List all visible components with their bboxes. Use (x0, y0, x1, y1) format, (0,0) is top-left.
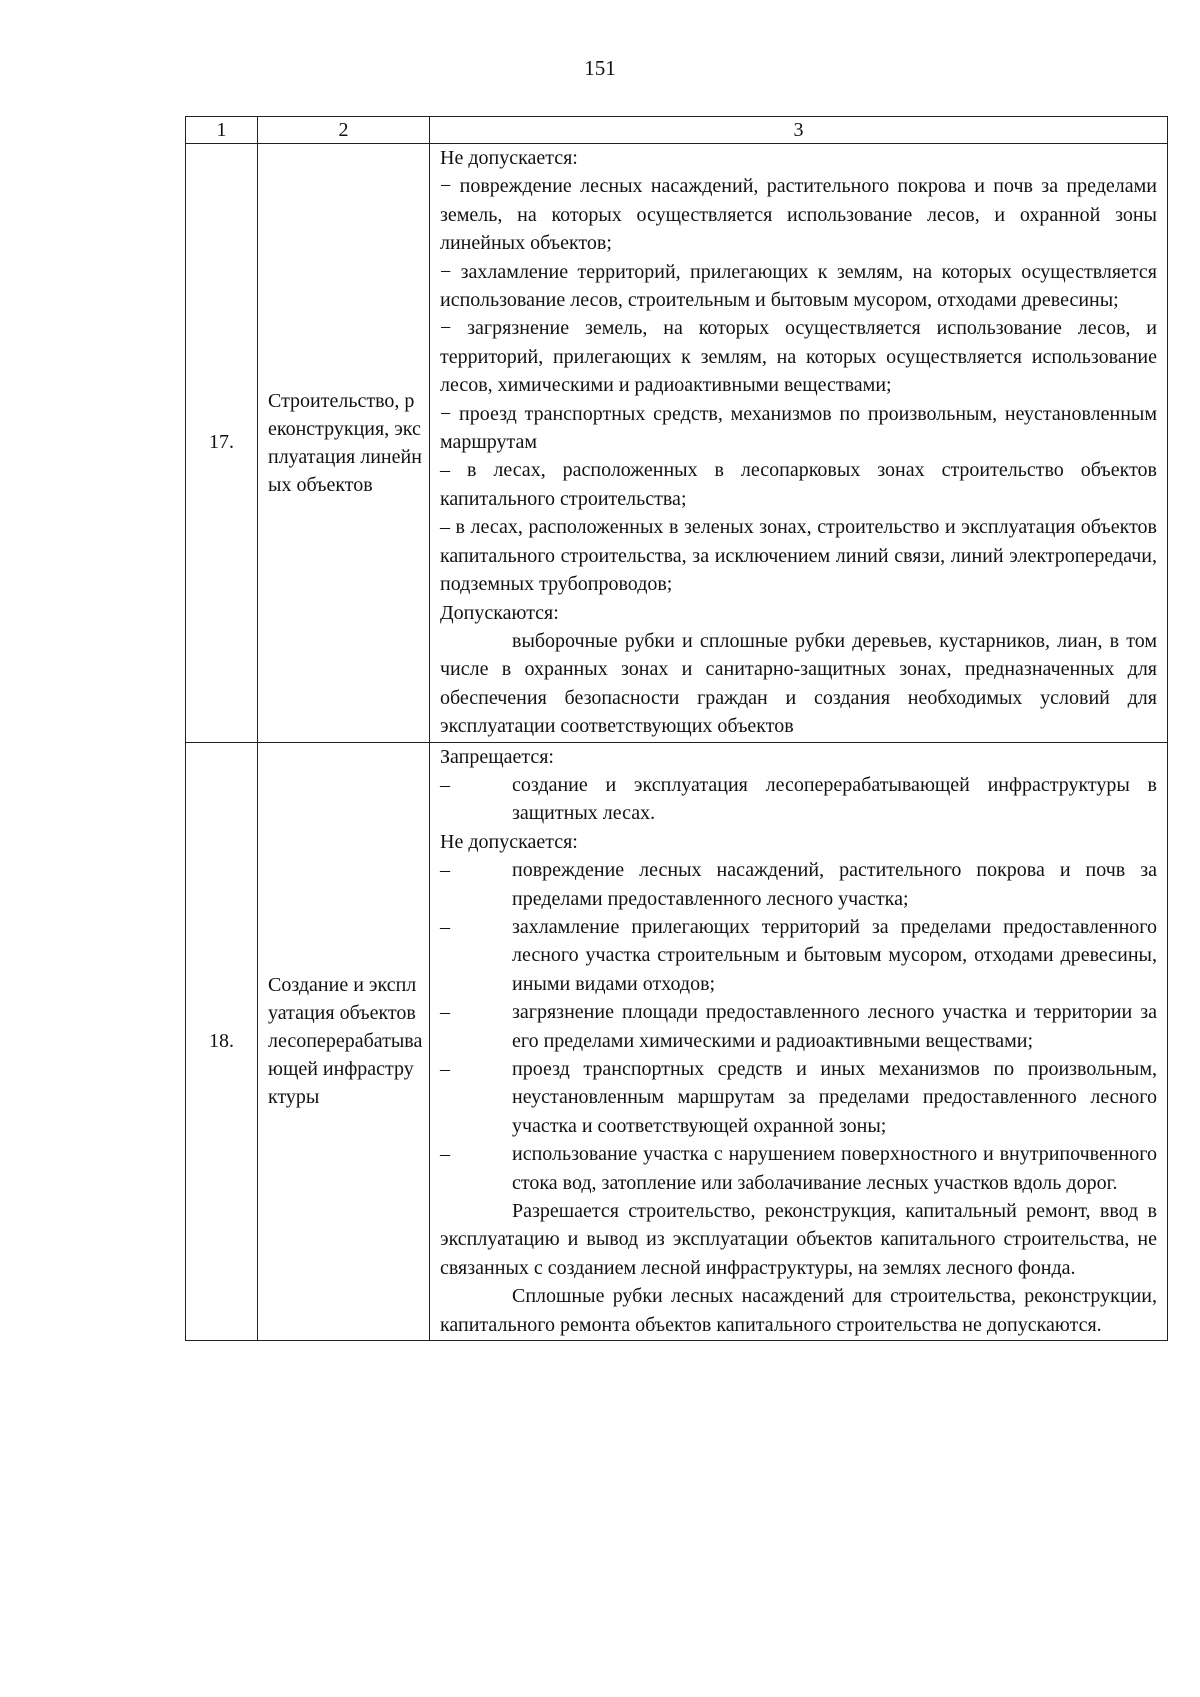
table-header-row (186, 117, 1168, 144)
paragraph: Разрешается строительство, реконструкция, капитальный ремонт, ввод в эксплуатацию и вывод из эксплуатации объектов капитального строительства, не связанных с созданием лесной инфраструктуры, на землях лесного фонда. (440, 1200, 1157, 1279)
dash-marker: – (440, 1058, 450, 1080)
list-item: – в лесах, расположенных в зеленых зонах, строительство и эксплуатация объектов капитального строительства, за исключением линий связи, линий электропередачи, подземных трубопроводов; (440, 516, 1157, 596)
list-item-text: проезд транспортных средств и иных механизмов по произвольным, неустановленным маршрутам за пределами предоставленного лесного участка и соответствующей охранной зоны; (512, 1058, 1157, 1137)
dash-marker: – (440, 1143, 450, 1166)
list-item (440, 1055, 1157, 1140)
list-item (440, 856, 1157, 913)
lead-prohibited: Запрещается: (440, 745, 554, 768)
list-item: − проезд транспортных средств, механизмов по произвольным, неустановленным маршрутам (440, 402, 1157, 454)
row-content (430, 742, 1168, 1341)
header-col-3: 3 (430, 117, 1168, 144)
list-item-text: создание и эксплуатация лесоперерабатывающей инфраструктуры в защитных лесах. (512, 773, 1157, 825)
list-item (440, 1140, 1157, 1197)
paragraph: выборочные рубки и сплошные рубки деревьев, кустарников, лиан, в том числе в охранных зонах и санитарно-защитных зонах, предназначенных для обеспечения безопасности граждан и создания необходимых условий для эксплуатации соответствующих объектов (440, 629, 1157, 738)
list-item: − захламление территорий, прилегающих к землям, на которых осуществляется использование лесов, строительным и бытовым мусором, отходами древесины; (440, 260, 1157, 312)
list-item-text: захламление прилегающих территорий за пределами предоставленного лесного участка строительным и бытовым мусором, отходами древесины, иными видами отходов; (512, 915, 1157, 995)
lead-not-allowed: Не допускается: (440, 830, 578, 853)
row-title: Создание и эксплуатация объектов лесоперерабатывающей инфраструктуры (258, 742, 430, 1341)
paragraph: Сплошные рубки лесных насаждений для строительства, реконструкции, капитального ремонта объектов капитального строительства не допускаются. (440, 1285, 1157, 1336)
lead-not-allowed: Не допускается: (440, 147, 578, 169)
list-item-text: повреждение лесных насаждений, растительного покрова и почв за пределами предоставленного лесного участка; (512, 859, 1157, 910)
regulations-table (185, 116, 1168, 1341)
row-content (430, 144, 1168, 743)
list-item (440, 771, 1157, 828)
table-row-17 (186, 144, 1168, 743)
dash-marker: – (440, 915, 450, 938)
row-number: 17. (186, 144, 258, 743)
row-title: Строительство, реконструкция, эксплуатация линейных объектов (258, 144, 430, 743)
dash-marker: – (440, 1001, 450, 1024)
list-item: − загрязнение земель, на которых осуществляется использование лесов, и территорий, прилегающих к землям, на которых осуществляется использование лесов, химическими и радиоактивными веществами; (440, 317, 1157, 397)
dash-marker: – (440, 859, 450, 882)
page-number: 151 (584, 56, 616, 80)
lead-allowed: Допускаются: (440, 601, 559, 624)
row-number: 18. (186, 742, 258, 1341)
list-item-text: использование участка с нарушением поверхностного и внутрипочвенного стока вод, затопление или заболачивание лесных участков вдоль дорог. (512, 1143, 1157, 1194)
table-row-18 (186, 742, 1168, 1341)
list-item-text: загрязнение площади предоставленного лесного участка и территории за его пределами химическими и радиоактивными веществами; (512, 1001, 1157, 1052)
list-item (440, 998, 1157, 1055)
list-item (440, 913, 1157, 998)
list-item: − повреждение лесных насаждений, растительного покрова и почв за пределами земель, на которых осуществляется использование лесов, и охранной зоны линейных объектов; (440, 175, 1157, 255)
dash-marker: – (440, 773, 450, 796)
header-col-1: 1 (186, 117, 258, 144)
header-col-2: 2 (258, 117, 430, 144)
list-item: – в лесах, расположенных в лесопарковых зонах строительство объектов капитального строительства; (440, 459, 1157, 510)
